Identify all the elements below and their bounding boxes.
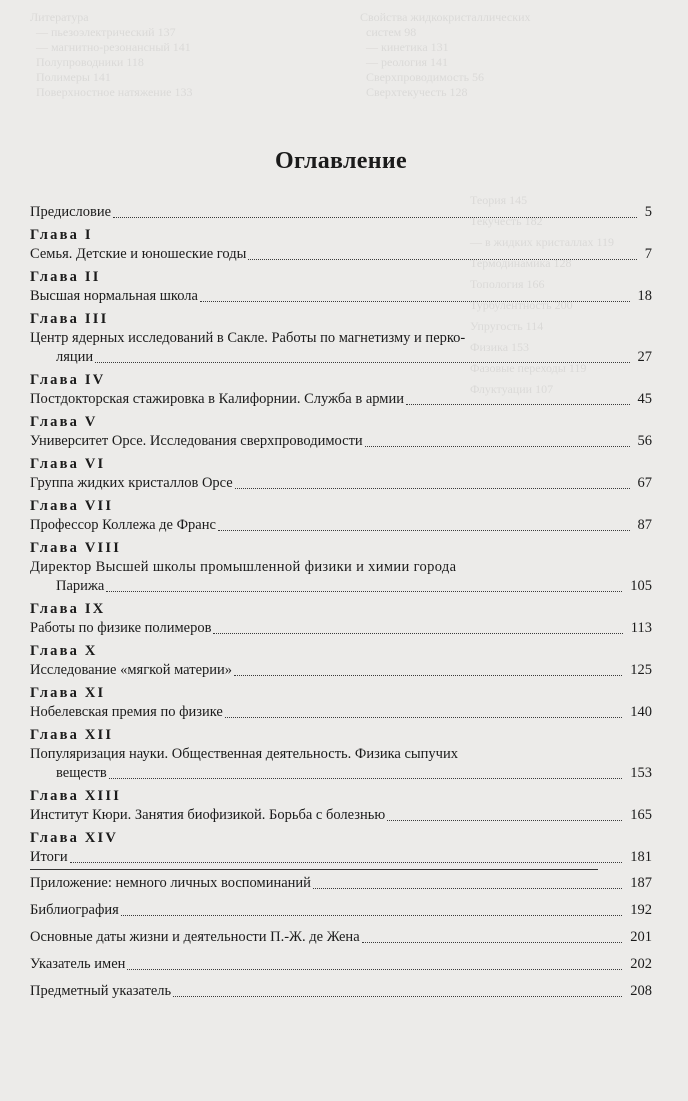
- toc-entry-title: Профессор Коллежа де Франс: [30, 517, 216, 533]
- page-title: Оглавление: [275, 148, 407, 174]
- toc-entry-chapter-11[interactable]: [30, 703, 652, 722]
- toc-entry-chapter-5[interactable]: [30, 432, 652, 451]
- toc-page-number: 105: [630, 578, 652, 594]
- dot-leader: [109, 778, 622, 779]
- toc-entry-preface[interactable]: [30, 203, 652, 222]
- chapter-label: Глава VII: [30, 498, 114, 514]
- toc-entry-chapter-7[interactable]: [30, 516, 652, 535]
- dot-leader: [362, 942, 623, 943]
- chapter-label: Глава VI: [30, 456, 106, 472]
- toc-page-number: 140: [630, 704, 652, 720]
- dot-leader: [225, 717, 622, 718]
- chapter-label: Глава XII: [30, 727, 114, 743]
- toc-entry-name-index[interactable]: [30, 955, 652, 974]
- toc-entry-title: Работы по физике полимеров: [30, 620, 212, 636]
- dot-leader: [113, 217, 637, 218]
- toc-entry-title: Институт Кюри. Занятия биофизикой. Борьба с болезнью: [30, 807, 386, 823]
- dot-leader: [213, 633, 622, 634]
- toc-entry-chapter-6[interactable]: [30, 474, 652, 493]
- chapter-label: Глава III: [30, 311, 109, 327]
- toc-entry-title: Предисловие: [30, 204, 112, 220]
- toc-entry-title: Центр ядерных исследований в Сакле. Работы по магнетизму и перко-: [30, 330, 466, 346]
- dot-leader: [173, 996, 622, 997]
- toc-entry-title-continued: ляции: [56, 349, 94, 365]
- toc-entry-subject-index[interactable]: [30, 982, 652, 1001]
- toc-entry-chapter-9[interactable]: [30, 619, 652, 638]
- toc-entry-title: Нобелевская премия по физике: [30, 704, 223, 720]
- toc-entry-title: Группа жидких кристаллов Орсе: [30, 475, 233, 491]
- toc-entry-appendix[interactable]: [30, 874, 652, 893]
- toc-entry-chapter-4[interactable]: [30, 390, 652, 409]
- toc-page-number: 165: [630, 807, 652, 823]
- toc-page-number: 67: [637, 475, 652, 491]
- dot-leader: [248, 259, 636, 260]
- show-through-left: Литература — пьезоэлектрический 137 — магнитно-резонансный 141 Полупроводники 118 Полимеры 141 Поверхностное натяжение 133: [30, 10, 193, 99]
- toc-entry-chapter-12[interactable]: [30, 745, 652, 783]
- toc-entry-title: Популяризация науки. Общественная деятельность. Физика сыпучих: [30, 746, 458, 762]
- toc-entry-chapter-1[interactable]: [30, 245, 652, 264]
- dot-leader: [106, 591, 622, 592]
- chapter-label: Глава XIII: [30, 788, 122, 804]
- toc-entry-title-continued: веществ: [56, 765, 107, 781]
- chapter-label: Глава IV: [30, 372, 106, 388]
- toc-entry-title: Библиография: [30, 902, 119, 918]
- chapter-label: Глава V: [30, 414, 98, 430]
- toc-entry-chapter-10[interactable]: [30, 661, 652, 680]
- dot-leader: [70, 862, 623, 863]
- chapter-label: Глава XIV: [30, 830, 119, 846]
- show-through-right: Свойства жидкокристаллических систем 98 — кинетика 131 — реология 141 Сверхпроводимость 56 Сверхтекучесть 128: [360, 10, 531, 99]
- toc-entry-title: Университет Орсе. Исследования сверхпроводимости: [30, 433, 363, 449]
- toc-page-number: 45: [637, 391, 652, 407]
- toc-entry-chapter-14[interactable]: [30, 848, 652, 867]
- toc-entry-chapter-2[interactable]: [30, 287, 652, 306]
- dot-leader: [95, 362, 629, 363]
- dot-leader: [235, 488, 630, 489]
- toc-page-number: 5: [644, 204, 652, 220]
- chapter-label: Глава IX: [30, 601, 106, 617]
- toc-entry-title: Постдокторская стажировка в Калифорнии. Служба в армии: [30, 391, 404, 407]
- dot-leader: [200, 301, 630, 302]
- dot-leader: [406, 404, 630, 405]
- toc-entry-title: Итоги: [30, 849, 68, 865]
- dot-leader: [387, 820, 622, 821]
- toc-page-number: 192: [630, 902, 652, 918]
- chapter-label: Глава XI: [30, 685, 106, 701]
- toc-page-number: 153: [630, 765, 652, 781]
- toc-entry-title: Высшая нормальная школа: [30, 288, 198, 304]
- toc-page-number: 201: [630, 929, 652, 945]
- toc-page-number: 208: [630, 983, 652, 999]
- dot-leader: [313, 888, 622, 889]
- toc-entry-title-continued: Парижа: [56, 578, 105, 594]
- toc-entry-chapter-13[interactable]: [30, 806, 652, 825]
- toc-page-number: 56: [637, 433, 652, 449]
- dot-leader: [234, 675, 622, 676]
- toc-entry-bibliography[interactable]: [30, 901, 652, 920]
- dot-leader: [365, 446, 630, 447]
- toc-entry-title: Директор Высшей школы промышленной физики и химии города: [30, 559, 457, 575]
- chapter-label: Глава X: [30, 643, 98, 659]
- toc-entry-title: Приложение: немного личных воспоминаний: [30, 875, 311, 891]
- toc-page-number: 18: [637, 288, 652, 304]
- chapter-label: Глава VIII: [30, 540, 122, 556]
- toc-page-number: 27: [637, 349, 652, 365]
- toc-entry-dates[interactable]: [30, 928, 652, 947]
- toc-entry-title: Указатель имен: [30, 956, 126, 972]
- toc-page-number: 202: [630, 956, 652, 972]
- toc-entry-title: Основные даты жизни и деятельности П.-Ж. де Жена: [30, 929, 360, 945]
- toc-page-number: 7: [644, 246, 652, 262]
- toc-entry-title: Предметный указатель: [30, 983, 172, 999]
- toc-page-number: 181: [630, 849, 652, 865]
- dot-leader: [218, 530, 630, 531]
- chapter-label: Глава I: [30, 227, 93, 243]
- toc-page-number: 187: [630, 875, 652, 891]
- toc-entry-title: Семья. Детские и юношеские годы: [30, 246, 247, 262]
- table-of-contents: [30, 148, 652, 1001]
- toc-entry-title: Исследование «мягкой материи»: [30, 662, 233, 678]
- toc-entry-chapter-3[interactable]: [30, 329, 652, 367]
- toc-page-number: 87: [637, 517, 652, 533]
- toc-entry-chapter-8[interactable]: [30, 558, 652, 596]
- dot-leader: [127, 969, 622, 970]
- divider-line: [30, 869, 598, 870]
- show-through-column: Теория 145 Текучесть 182 — в жидких кристаллах 119 Термодинамика 128 Топология 166 Турбулентность 200 Упругость 114 Физика 153 Фазовые переходы 119 Флуктуации 107: [470, 193, 614, 396]
- dot-leader: [121, 915, 622, 916]
- toc-page-number: 113: [630, 620, 652, 636]
- chapter-label: Глава II: [30, 269, 101, 285]
- toc-page-number: 125: [630, 662, 652, 678]
